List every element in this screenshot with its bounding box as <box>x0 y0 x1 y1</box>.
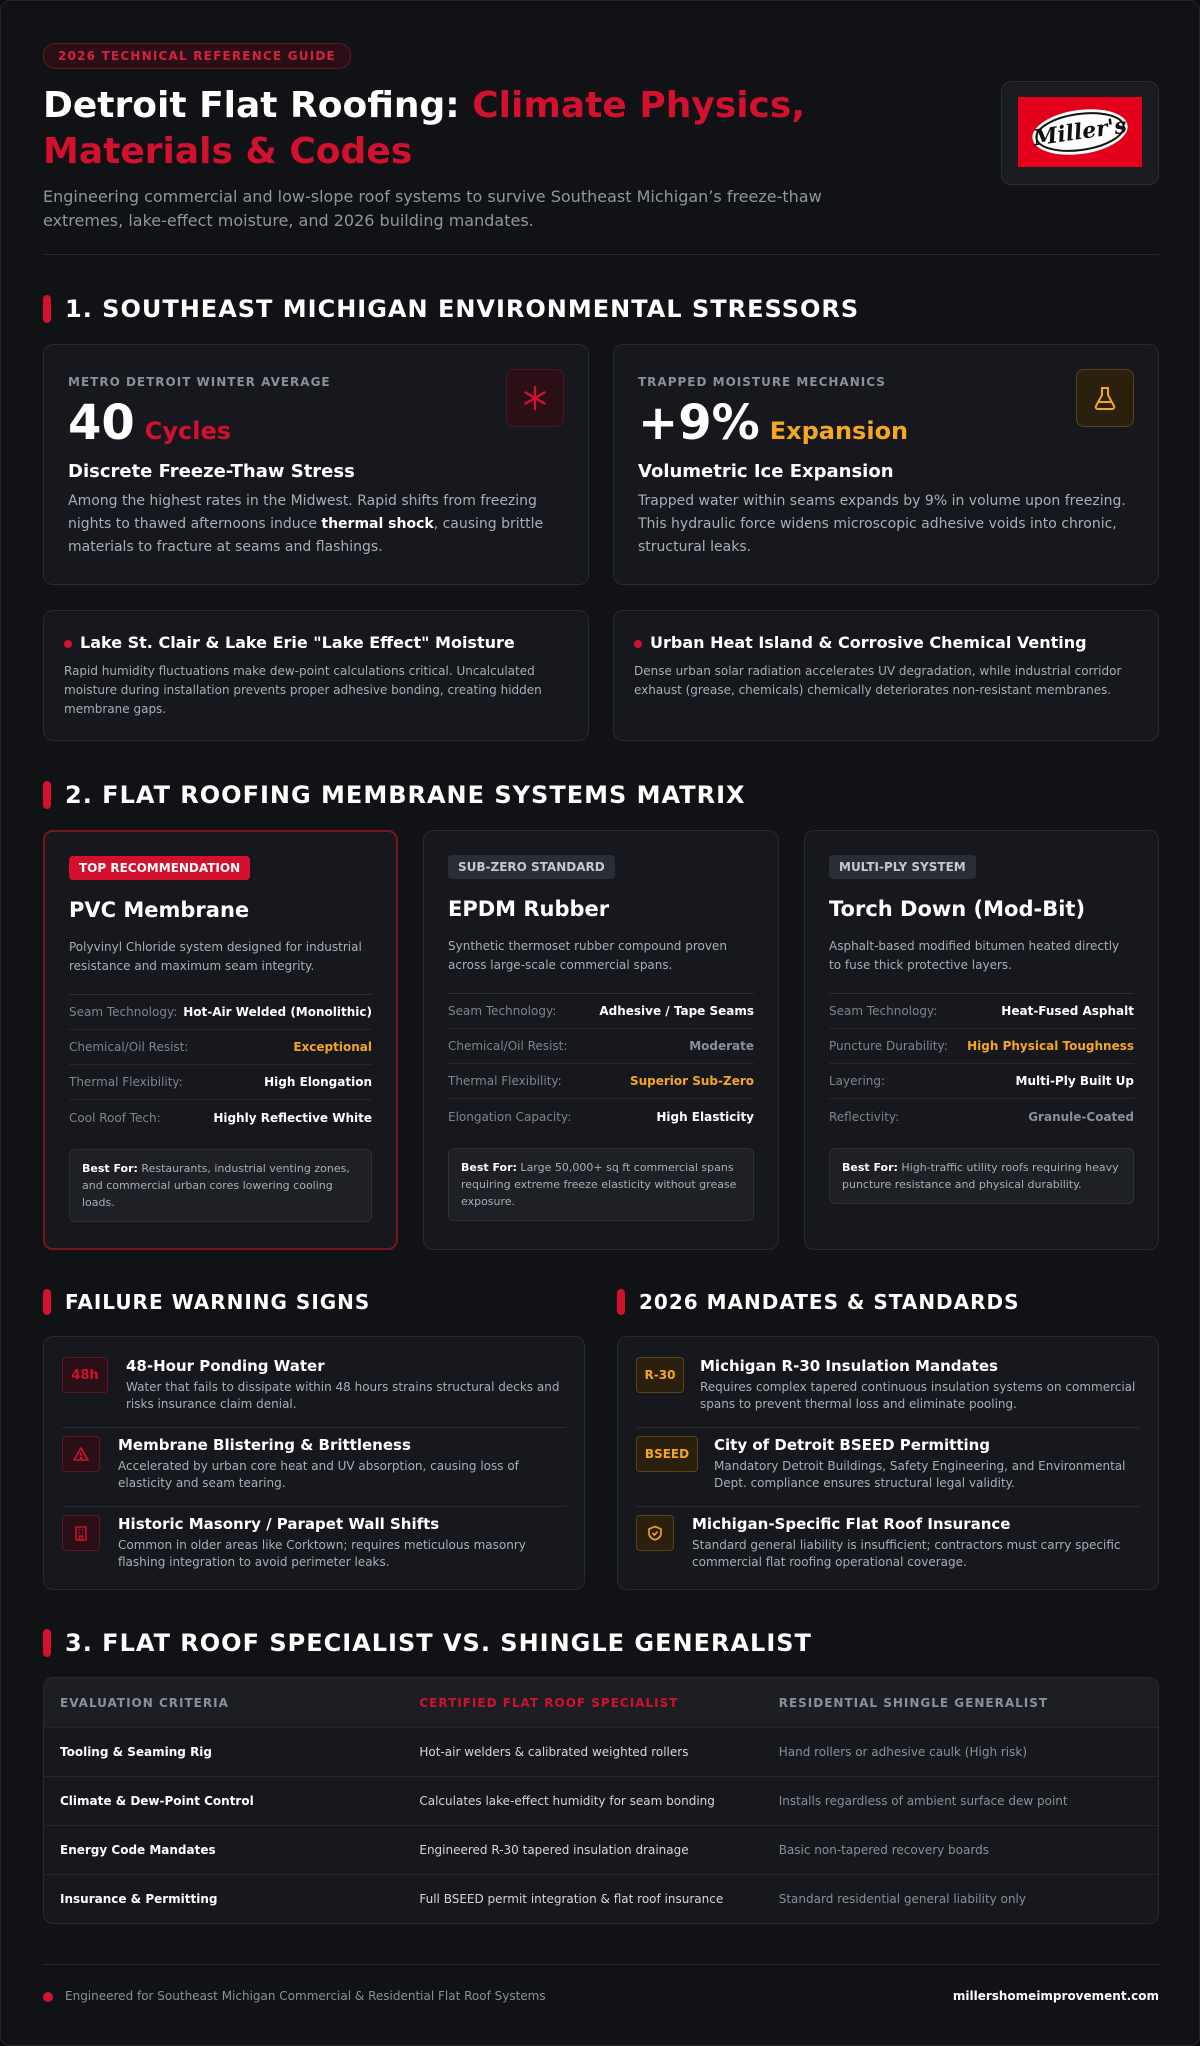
pvc-card <box>43 830 398 1250</box>
spec-row: Layering: Multi-Ply Built Up <box>829 1064 1134 1099</box>
table-header: EVALUATION CRITERIA CERTIFIED FLAT ROOF SPECIALIST RESIDENTIAL SHINGLE GENERALIST <box>44 1678 1158 1727</box>
spec-row: Thermal Flexibility: High Elongation <box>69 1065 372 1100</box>
stat-label: TRAPPED MOISTURE MECHANICS <box>638 375 886 389</box>
best-for-box: Best For: Restaurants, industrial venting zones, and commercial urban cores lowering cooling loads. <box>69 1149 372 1222</box>
warning-item: Historic Masonry / Parapet Wall Shifts Common in older areas like Corktown; requires meticulous masonry flashing integration to avoid perimeter leaks. <box>62 1515 566 1571</box>
bullet-dot <box>634 640 642 648</box>
table-row: Energy Code Mandates Engineered R-30 tapered insulation drainage Basic non-tapered recovery boards <box>44 1825 1158 1874</box>
stat-unit: Expansion <box>769 417 909 445</box>
page-title <box>43 83 823 175</box>
footer-dot <box>43 1992 53 2002</box>
building-icon <box>62 1515 100 1551</box>
warning-item: 48h 48-Hour Ponding Water Water that fails to dissipate within 48 hours strains structural decks and risks insurance claim denial. <box>62 1357 566 1413</box>
system-tag: MULTI-PLY SYSTEM <box>829 855 976 879</box>
urban-heat-card <box>613 610 1159 741</box>
spec-row: Cool Roof Tech: Highly Reflective White <box>69 1110 372 1125</box>
spec-row: Thermal Flexibility: Superior Sub-Zero <box>448 1064 754 1099</box>
membrane-desc: Polyvinyl Chloride system designed for industrial resistance and maximum seam integrity. <box>69 940 362 973</box>
spec-row: Elongation Capacity: High Elasticity <box>448 1109 754 1124</box>
footer-divider <box>43 1964 1159 1965</box>
mandate-item: R-30 Michigan R-30 Insulation Mandates Requires complex tapered continuous insulation systems on commercial spans to prevent thermal loss and eliminate pooling. <box>636 1357 1140 1413</box>
warning-heading: FAILURE WARNING SIGNS <box>43 1289 370 1315</box>
badge-bseed: BSEED <box>636 1436 698 1472</box>
section-1-heading: 1. SOUTHEAST MICHIGAN ENVIRONMENTAL STRESSORS <box>43 295 859 323</box>
spec-rows <box>448 993 754 1134</box>
warning-item: Membrane Blistering & Brittleness Accelerated by urban core heat and UV absorption, causing loss of elasticity and seam tearing. <box>62 1436 566 1492</box>
stat-value: 40 <box>68 395 135 451</box>
spec-rows <box>69 994 372 1135</box>
spec-row: Chemical/Oil Resist: Exceptional <box>69 1030 372 1065</box>
page-content <box>43 43 1159 2003</box>
ice-expansion-card <box>613 344 1159 585</box>
page-subtitle: Engineering commercial and low-slope roof systems to survive Southeast Michigan’s freeze-thaw extremes, lake-effect moisture, and 2026 building mandates. <box>43 187 822 230</box>
section-3-heading: 3. FLAT ROOF SPECIALIST VS. SHINGLE GENERALIST <box>43 1629 812 1657</box>
logo-card <box>1001 81 1159 185</box>
shield-check-icon <box>636 1515 674 1551</box>
footer-tagline: Engineered for Southeast Michigan Commercial & Residential Flat Roof Systems <box>43 1989 546 2003</box>
table-row: Climate & Dew-Point Control Calculates lake-effect humidity for seam bonding Installs regardless of ambient surface dew point <box>44 1776 1158 1825</box>
mandate-item: BSEED City of Detroit BSEED Permitting Mandatory Detroit Buildings, Safety Engineering, and Environmental Dept. compliance ensures structural legal validity. <box>636 1436 1140 1492</box>
warning-card <box>43 1336 585 1590</box>
section-2-heading: 2. FLAT ROOFING MEMBRANE SYSTEMS MATRIX <box>43 781 746 809</box>
card-body: Rapid humidity fluctuations make dew-point calculations critical. Uncalculated moisture during installation prevents proper adhesive bonding, creating hidden membrane gaps. <box>64 664 542 716</box>
card-title: Discrete Freeze-Thaw Stress <box>68 461 355 482</box>
membrane-desc: Asphalt-based modified bitumen heated directly to fuse thick protective layers. <box>829 939 1120 972</box>
comparison-table <box>43 1677 1159 1924</box>
recommendation-tag: TOP RECOMMENDATION <box>69 856 250 880</box>
best-for-box: Best For: Large 50,000+ sq ft commercial spans requiring extreme freeze elasticity without grease exposure. <box>448 1148 754 1221</box>
membrane-name: PVC Membrane <box>69 898 250 922</box>
title-red: Climate Physics, Materials & Codes <box>43 85 806 172</box>
stat-label: METRO DETROIT WINTER AVERAGE <box>68 375 331 389</box>
card-title: Lake St. Clair & Lake Erie "Lake Effect" Moisture <box>64 633 568 652</box>
badge-r30: R-30 <box>636 1357 684 1393</box>
logo-text: Miller's <box>1031 112 1129 152</box>
table-row: Insurance & Permitting Full BSEED permit integration & flat roof insurance Standard residential general liability only <box>44 1874 1158 1923</box>
membrane-name: Torch Down (Mod-Bit) <box>829 897 1086 921</box>
stat-unit: Cycles <box>144 417 232 445</box>
card-title: Urban Heat Island & Corrosive Chemical Venting <box>634 633 1138 652</box>
stat-value: +9% <box>638 395 760 451</box>
badge-48h: 48h <box>62 1357 108 1393</box>
mandates-card <box>617 1336 1159 1590</box>
spec-row: Seam Technology: Adhesive / Tape Seams <box>448 994 754 1029</box>
bullet-dot <box>64 640 72 648</box>
warning-triangle-icon <box>62 1436 100 1472</box>
flask-icon <box>1076 369 1134 427</box>
freeze-thaw-card <box>43 344 589 585</box>
spec-row: Chemical/Oil Resist: Moderate <box>448 1029 754 1064</box>
torch-down-card <box>804 830 1159 1250</box>
millers-logo <box>1018 97 1142 167</box>
membrane-desc: Synthetic thermoset rubber compound proven across large-scale commercial spans. <box>448 939 727 972</box>
standard-tag: SUB-ZERO STANDARD <box>448 855 615 879</box>
spec-row: Seam Technology: Heat-Fused Asphalt <box>829 994 1134 1029</box>
spec-rows <box>829 993 1134 1134</box>
epdm-card <box>423 830 779 1250</box>
lake-effect-card <box>43 610 589 741</box>
card-body: Dense urban solar radiation accelerates UV degradation, while industrial corridor exhaust (grease, chemicals) chemically deteriorates non-resistant membranes. <box>634 664 1122 697</box>
spec-row: Seam Technology: Hot-Air Welded (Monolithic) <box>69 995 372 1030</box>
card-body: Trapped water within seams expands by 9% in volume upon freezing. This hydraulic force widens microscopic adhesive voids into chronic, structural leaks. <box>638 493 1126 555</box>
footer-site-link[interactable]: millershomeimprovement.com <box>952 1989 1159 2003</box>
spec-row: Puncture Durability: High Physical Toughness <box>829 1029 1134 1064</box>
card-title: Volumetric Ice Expansion <box>638 461 894 482</box>
card-body: Among the highest rates in the Midwest. Rapid shifts from freezing nights to thawed afternoons induce thermal shock, causing brittle materials to fracture at seams and flashings. <box>68 493 544 555</box>
snowflake-icon <box>506 369 564 427</box>
divider <box>43 254 1159 255</box>
footer <box>43 1989 1159 2003</box>
spec-row: Reflectivity: Granule-Coated <box>829 1109 1134 1124</box>
mandate-item: Michigan-Specific Flat Roof Insurance Standard general liability is insufficient; contractors must carry specific commercial flat roofing operational coverage. <box>636 1515 1140 1571</box>
header-pill: 2026 TECHNICAL REFERENCE GUIDE <box>43 43 351 69</box>
best-for-box: Best For: High-traffic utility roofs requiring heavy puncture resistance and physical durability. <box>829 1148 1134 1204</box>
title-white: Detroit Flat Roofing: <box>43 85 473 126</box>
membrane-name: EPDM Rubber <box>448 897 610 921</box>
table-row: Tooling & Seaming Rig Hot-air welders & calibrated weighted rollers Hand rollers or adhesive caulk (High risk) <box>44 1727 1158 1776</box>
mandates-heading: 2026 MANDATES & STANDARDS <box>617 1289 1020 1315</box>
